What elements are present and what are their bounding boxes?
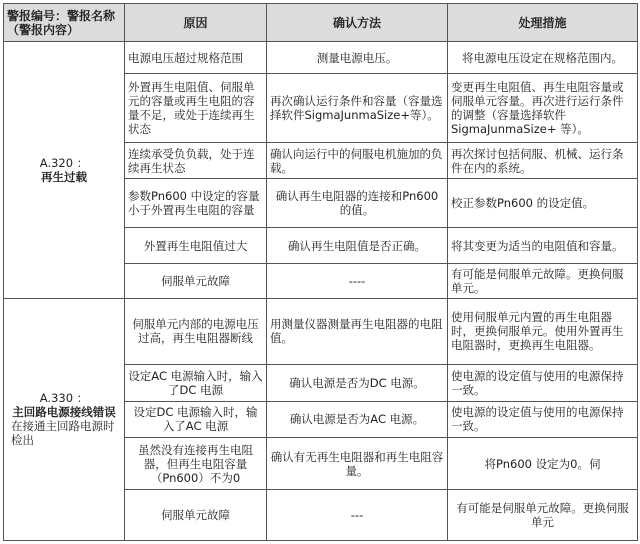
alarm-code-cell-a330: [4, 298, 125, 540]
check-cell: 确认再生电阻值是否正确。: [267, 227, 448, 263]
check-cell: 用测量仪器测量再生电阻器的电阻值。: [267, 298, 448, 365]
check-cell: 再次确认运行条件和容量（容量选择软件SigmaJunmaSize+等）。: [267, 74, 448, 143]
action-cell: 有可能是伺服单元故障。更换伺服单元。: [448, 264, 638, 298]
action-cell: 校正参数Pn600 的设定值。: [448, 179, 638, 227]
check-cell: 确认有无再生电阻器和再生电阻容量。: [267, 437, 448, 490]
alarm-code: A.330 ：: [39, 391, 89, 406]
table-header-row: [4, 4, 638, 42]
check-cell: 确认向运行中的伺服电机施加的负载。: [267, 143, 448, 179]
action-cell: 使电源的设定值与使用的电源保持一致。: [448, 401, 638, 437]
check-cell: ---: [267, 490, 448, 541]
cause-cell: 连续承受负负载，处于连续再生状态: [125, 143, 267, 179]
alarm-code-cell-a320: [4, 42, 125, 299]
check-cell: 确认再生电阻器的连接和Pn600 的值。: [267, 179, 448, 227]
cause-cell: 外置再生电阻值过大: [125, 227, 267, 263]
table-row: [4, 42, 638, 74]
header-cause: 原因: [125, 4, 267, 42]
alarm-name: 主回路电源接线错误: [12, 405, 116, 420]
action-cell: 有可能是伺服单元故障。更换伺服单元: [448, 490, 638, 541]
action-cell: 将Pn600 设定为0。伺: [448, 437, 638, 490]
cause-cell: 电源电压超过规格范围: [125, 42, 267, 74]
action-cell: 将其变更为适当的电阻值和容量。: [448, 227, 638, 263]
check-cell: 确认电源是否为AC 电源。: [267, 401, 448, 437]
alarm-name: 再生过载: [41, 169, 87, 184]
header-action: 处理措施: [448, 4, 638, 42]
check-cell: 测量电源电压。: [267, 42, 448, 74]
action-cell: 变更再生电阻值、再生电阻容量或伺服单元容量。再次进行运行条件的调整（容量选择软件SigmaJunmaSize+ 等）。: [448, 74, 638, 143]
cause-cell: 伺服单元故障: [125, 264, 267, 298]
cause-cell: 伺服单元内部的电源电压过高，再生电阻器断线: [125, 298, 267, 365]
table-row: [4, 298, 638, 365]
header-check-method: 确认方法: [267, 4, 448, 42]
cause-cell: 设定AC 电源输入时，输入了DC 电源: [125, 365, 267, 401]
alarm-detail: 在接通主回路电源时检出: [11, 419, 115, 448]
action-cell: 使用伺服单元内置的再生电阻器时，更换伺服单元。使用外置再生电阻器时，更换再生电阻器。: [448, 298, 638, 365]
cause-cell: 虽然没有连接再生电阻器，但再生电阻容量（Pn600）不为0: [125, 437, 267, 490]
cause-cell: 参数Pn600 中设定的容量小于外置再生电阻的容量: [125, 179, 267, 227]
header-alarm-code: 警报编号：警报名称（警报内容）: [4, 4, 125, 42]
cause-cell: 伺服单元故障: [125, 490, 267, 541]
check-cell: 确认电源是否为DC 电源。: [267, 365, 448, 401]
alarm-table: [3, 3, 638, 541]
action-cell: 再次探讨包括伺服、机械、运行条件在内的系统。: [448, 143, 638, 179]
action-cell: 将电源电压设定在规格范围内。: [448, 42, 638, 74]
alarm-code: A.320 ：: [39, 155, 89, 170]
cause-cell: 设定DC 电源输入时，输入了AC 电源: [125, 401, 267, 437]
cause-cell: 外置再生电阻值、伺服单元的容量或再生电阻的容量不足，或处于连续再生状态: [125, 74, 267, 143]
check-cell: ----: [267, 264, 448, 298]
action-cell: 使电源的设定值与使用的电源保持一致。: [448, 365, 638, 401]
